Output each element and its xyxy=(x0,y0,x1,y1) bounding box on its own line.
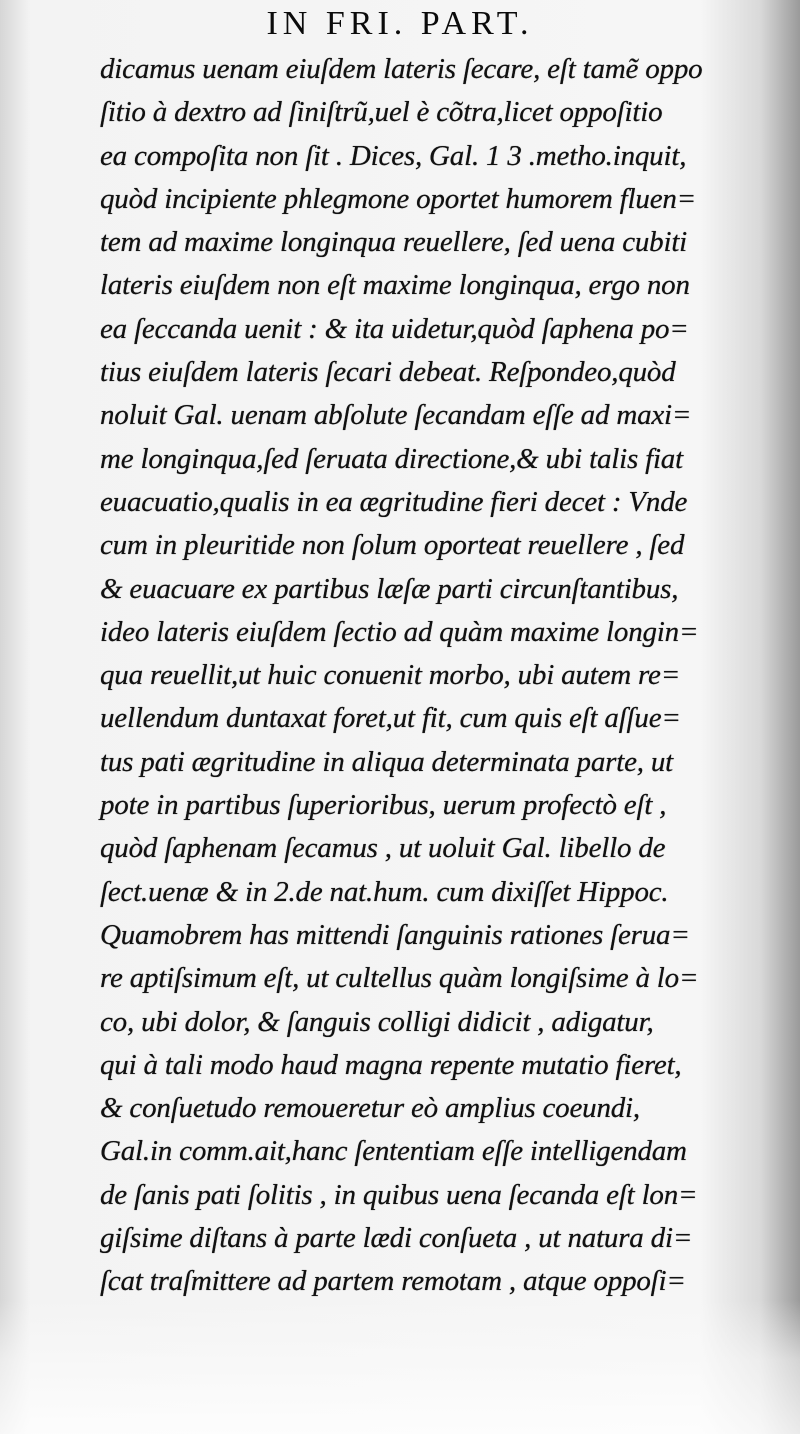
text-line: qua reuellit,ut huic conuenit morbo, ubi autem re= xyxy=(100,659,681,692)
text-line: quòd ſaphenam ſecamus , ut uoluit Gal. libello de xyxy=(100,832,666,865)
text-line: qui à tali modo haud magna repente mutatio fieret, xyxy=(100,1048,682,1081)
text-line: Gal.in comm.ait,hanc ſententiam eſſe intelligendam xyxy=(100,1135,687,1168)
text-line: quòd incipiente phlegmone oportet humorem fluen= xyxy=(100,182,697,215)
text-line: tius eiuſdem lateris ſecari debeat. Reſpondeo,quòd xyxy=(100,356,676,389)
text-line: ea ſeccanda uenit : & ita uidetur,quòd ſaphena po= xyxy=(100,312,689,345)
text-line: co, ubi dolor, & ſanguis colligi didicit , adigatur, xyxy=(100,1005,654,1038)
text-line: pote in partibus ſuperioribus, uerum profectò eſt , xyxy=(100,789,667,822)
text-line: de ſanis pati ſolitis , in quibus uena ſecanda eſt lon= xyxy=(100,1178,698,1211)
text-line: Quamobrem has mittendi ſanguinis rationes ſerua= xyxy=(100,918,690,951)
text-line: uellendum duntaxat foret,ut fit, cum quis eſt aſſue= xyxy=(100,702,681,735)
text-line: ſitio à dextro ad ſiniſtrũ,uel è cõtra,licet oppoſitio xyxy=(100,96,663,129)
text-line: cum in pleuritide non ſolum oporteat reuellere , ſed xyxy=(100,529,685,562)
body-text xyxy=(100,48,750,1304)
text-line: tus pati ægritudine in aliqua determinata parte, ut xyxy=(100,745,674,778)
text-line: ſect.uenæ & in 2.de nat.hum. cum dixiſſet Hippoc. xyxy=(100,875,669,908)
text-line: euacuatio,qualis in ea ægritudine fieri decet : Vnde xyxy=(100,485,688,518)
text-line: me longinqua,ſed ſeruata directione,& ubi talis fiat xyxy=(100,442,683,475)
text-line: ſcat traſmittere ad partem remotam , atque oppoſi= xyxy=(100,1265,686,1298)
running-head: IN FRI. PART. xyxy=(266,5,534,42)
text-line: & euacuare ex partibus læſæ parti circunſtantibus, xyxy=(100,572,679,605)
text-line: dicamus uenam eiuſdem lateris ſecare, eſt tamẽ oppo xyxy=(100,53,703,85)
text-line: & conſuetudo remoueretur eò amplius coeundi, xyxy=(100,1092,640,1125)
text-line: giſsime diſtans à parte lædi conſueta , ut natura di= xyxy=(100,1222,693,1255)
text-line: tem ad maxime longinqua reuellere, ſed uena cubiti xyxy=(100,226,688,259)
text-line: ea compoſita non ſit . Dices, Gal. 1 3 .metho.inquit, xyxy=(100,139,687,172)
text-line: lateris eiuſdem non eſt maxime longinqua, ergo non xyxy=(100,269,690,302)
text-line: noluit Gal. uenam abſolute ſecandam eſſe ad maxi= xyxy=(100,399,692,432)
text-line: re aptiſsimum eſt, ut cultellus quàm longiſsime à lo= xyxy=(100,962,699,995)
text-line: ideo lateris eiuſdem ſectio ad quàm maxime longin= xyxy=(100,615,699,648)
